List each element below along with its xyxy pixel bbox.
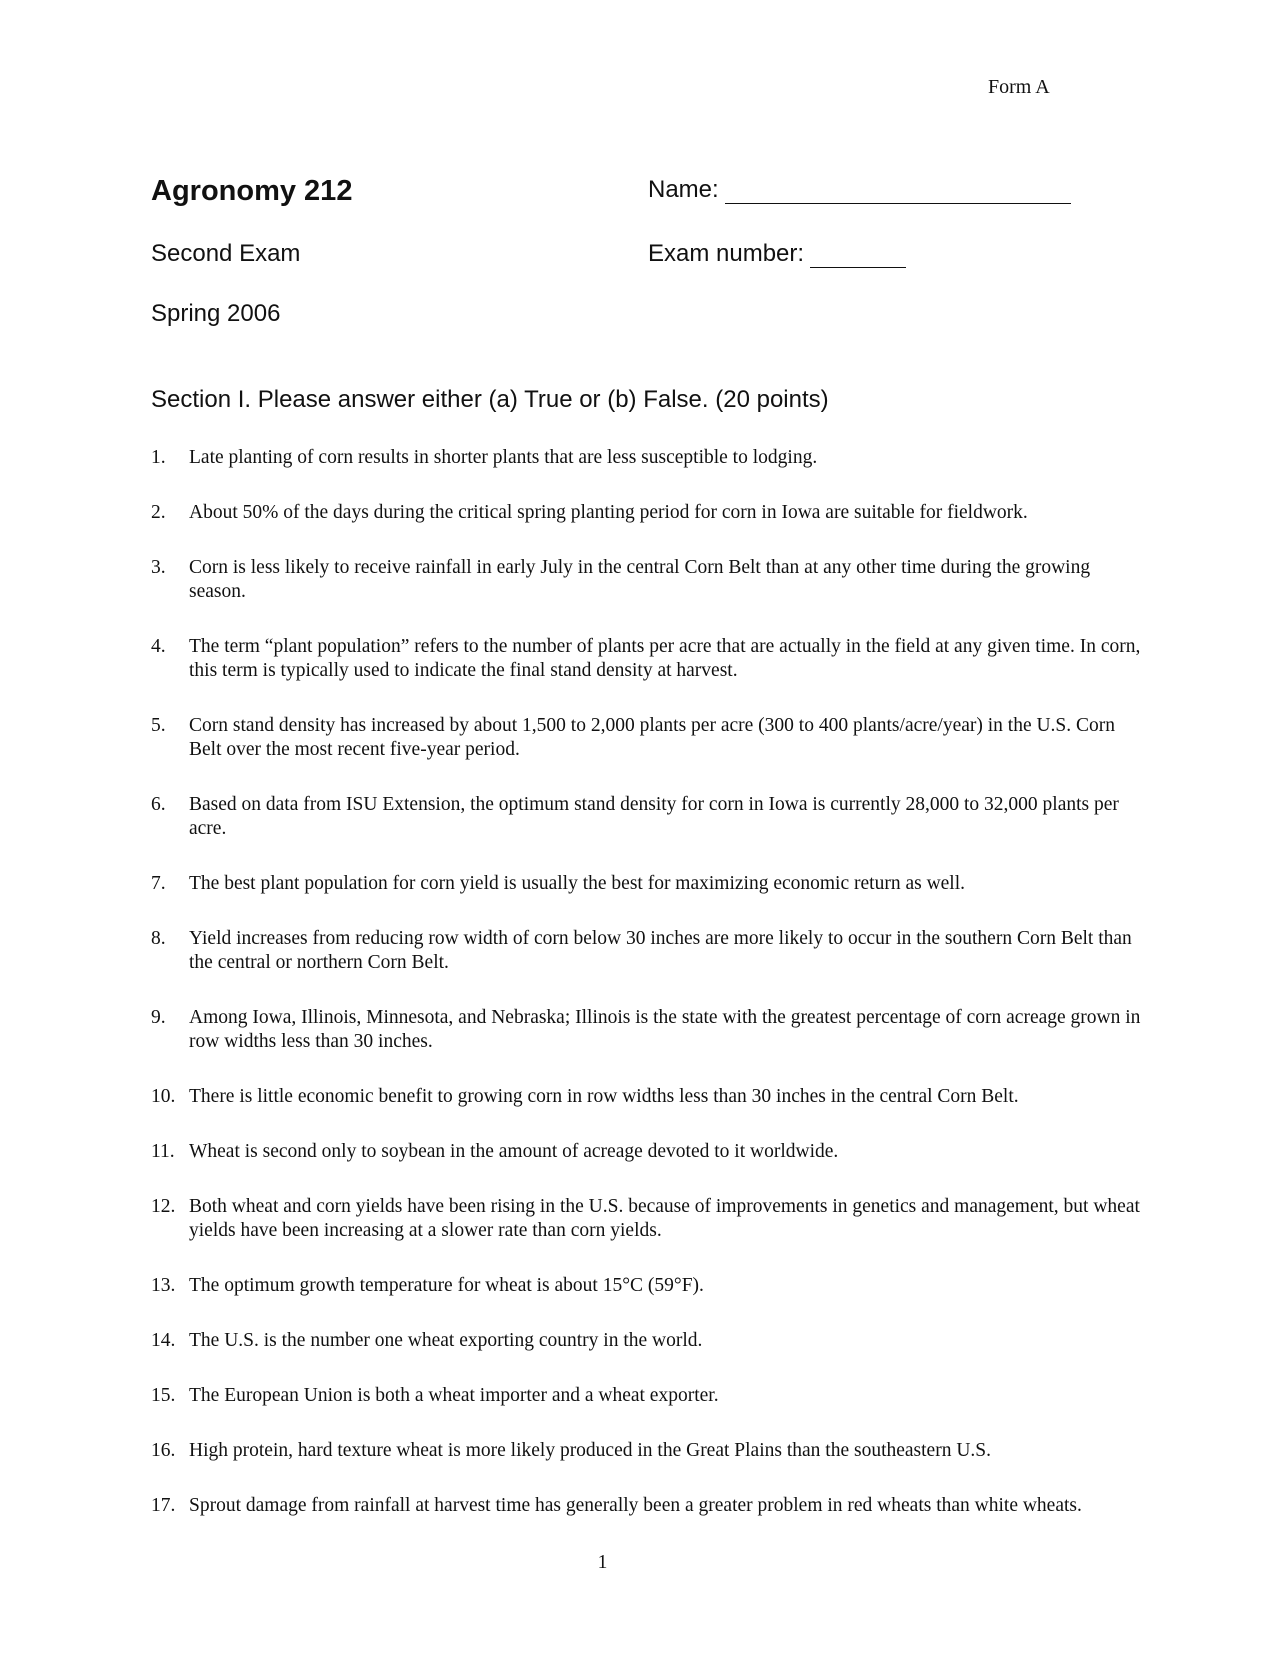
question-text: Among Iowa, Illinois, Minnesota, and Nebraska; Illinois is the state with the greatest percentage of corn acreage grown in row widths less than 30 inches. [189,1007,1141,1052]
question-item [151,556,1141,604]
form-label: Form A [988,76,1050,98]
question-text: There is little economic benefit to growing corn in row widths less than 30 inches in the central Corn Belt. [189,1086,1019,1107]
name-blank-line [725,179,1071,204]
question-item [151,927,1141,975]
question-number: 16. [151,1440,176,1461]
question-number: 9. [151,1007,166,1028]
question-item [151,1274,1141,1298]
question-text: The European Union is both a wheat importer and a wheat exporter. [189,1385,719,1406]
question-number: 11. [151,1141,175,1162]
page-number: 1 [597,1552,608,1573]
question-text: Late planting of corn results in shorter plants that are less susceptible to lodging. [189,447,818,468]
question-item [151,793,1141,841]
question-number: 5. [151,715,166,736]
question-number: 7. [151,873,166,894]
question-number: 13. [151,1275,176,1296]
question-item [151,446,1141,470]
section-heading: Section I. Please answer either (a) True or (b) False. (20 points) [151,386,829,413]
question-number: 10. [151,1086,176,1107]
question-number: 6. [151,794,166,815]
question-number: 1. [151,447,166,468]
course-title: Agronomy 212 [151,175,353,207]
question-number: 14. [151,1330,176,1351]
question-text: Sprout damage from rainfall at harvest time has generally been a greater problem in red wheats than white wheats. [189,1495,1082,1516]
exam-term: Spring 2006 [151,300,281,327]
name-field [648,176,1071,204]
question-item [151,635,1141,683]
question-item [151,1494,1141,1518]
question-text: The optimum growth temperature for wheat is about 15°C (59°F). [189,1275,704,1296]
question-text: The U.S. is the number one wheat exporting country in the world. [189,1330,703,1351]
question-text: About 50% of the days during the critical spring planting period for corn in Iowa are suitable for fieldwork. [189,502,1028,523]
question-item [151,1085,1141,1109]
exam-title: Second Exam [151,240,301,267]
question-text: Yield increases from reducing row width of corn below 30 inches are more likely to occur in the southern Corn Belt than the central or northern Corn Belt. [189,928,1132,973]
question-text: Corn is less likely to receive rainfall in early July in the central Corn Belt than at any other time during the growing season. [189,557,1091,602]
question-number: 2. [151,502,166,523]
question-item [151,1439,1141,1463]
question-item [151,1384,1141,1408]
question-text: Both wheat and corn yields have been rising in the U.S. because of improvements in genetics and management, but wheat yields have been increasing at a slower rate than corn yields. [189,1196,1140,1241]
question-number: 15. [151,1385,176,1406]
question-number: 8. [151,928,166,949]
question-text: The best plant population for corn yield is usually the best for maximizing economic return as well. [189,873,966,894]
exam-number-blank-line [810,243,906,268]
exam-number-label: Exam number: [648,240,805,267]
question-number: 12. [151,1196,176,1217]
question-text: Wheat is second only to soybean in the amount of acreage devoted to it worldwide. [189,1141,839,1162]
question-text: Based on data from ISU Extension, the optimum stand density for corn in Iowa is currently 28,000 to 32,000 plants per acre. [189,794,1119,839]
question-number: 4. [151,636,166,657]
question-item [151,1195,1141,1243]
question-text: Corn stand density has increased by about 1,500 to 2,000 plants per acre (300 to 400 plants/acre/year) in the U.S. Corn Belt over the most recent five-year period. [189,715,1116,760]
question-item [151,1329,1141,1353]
question-list [151,446,1141,1549]
question-text: The term “plant population” refers to the number of plants per acre that are actually in the field at any given time. In corn, this term is typically used to indicate the final stand density at harvest. [189,636,1141,681]
question-item [151,714,1141,762]
question-item [151,1006,1141,1054]
question-text: High protein, hard texture wheat is more likely produced in the Great Plains than the southeastern U.S. [189,1440,992,1461]
question-number: 17. [151,1495,176,1516]
question-item [151,501,1141,525]
question-item [151,872,1141,896]
exam-number-field [648,240,906,268]
question-number: 3. [151,557,166,578]
name-label: Name: [648,176,719,203]
question-item [151,1140,1141,1164]
